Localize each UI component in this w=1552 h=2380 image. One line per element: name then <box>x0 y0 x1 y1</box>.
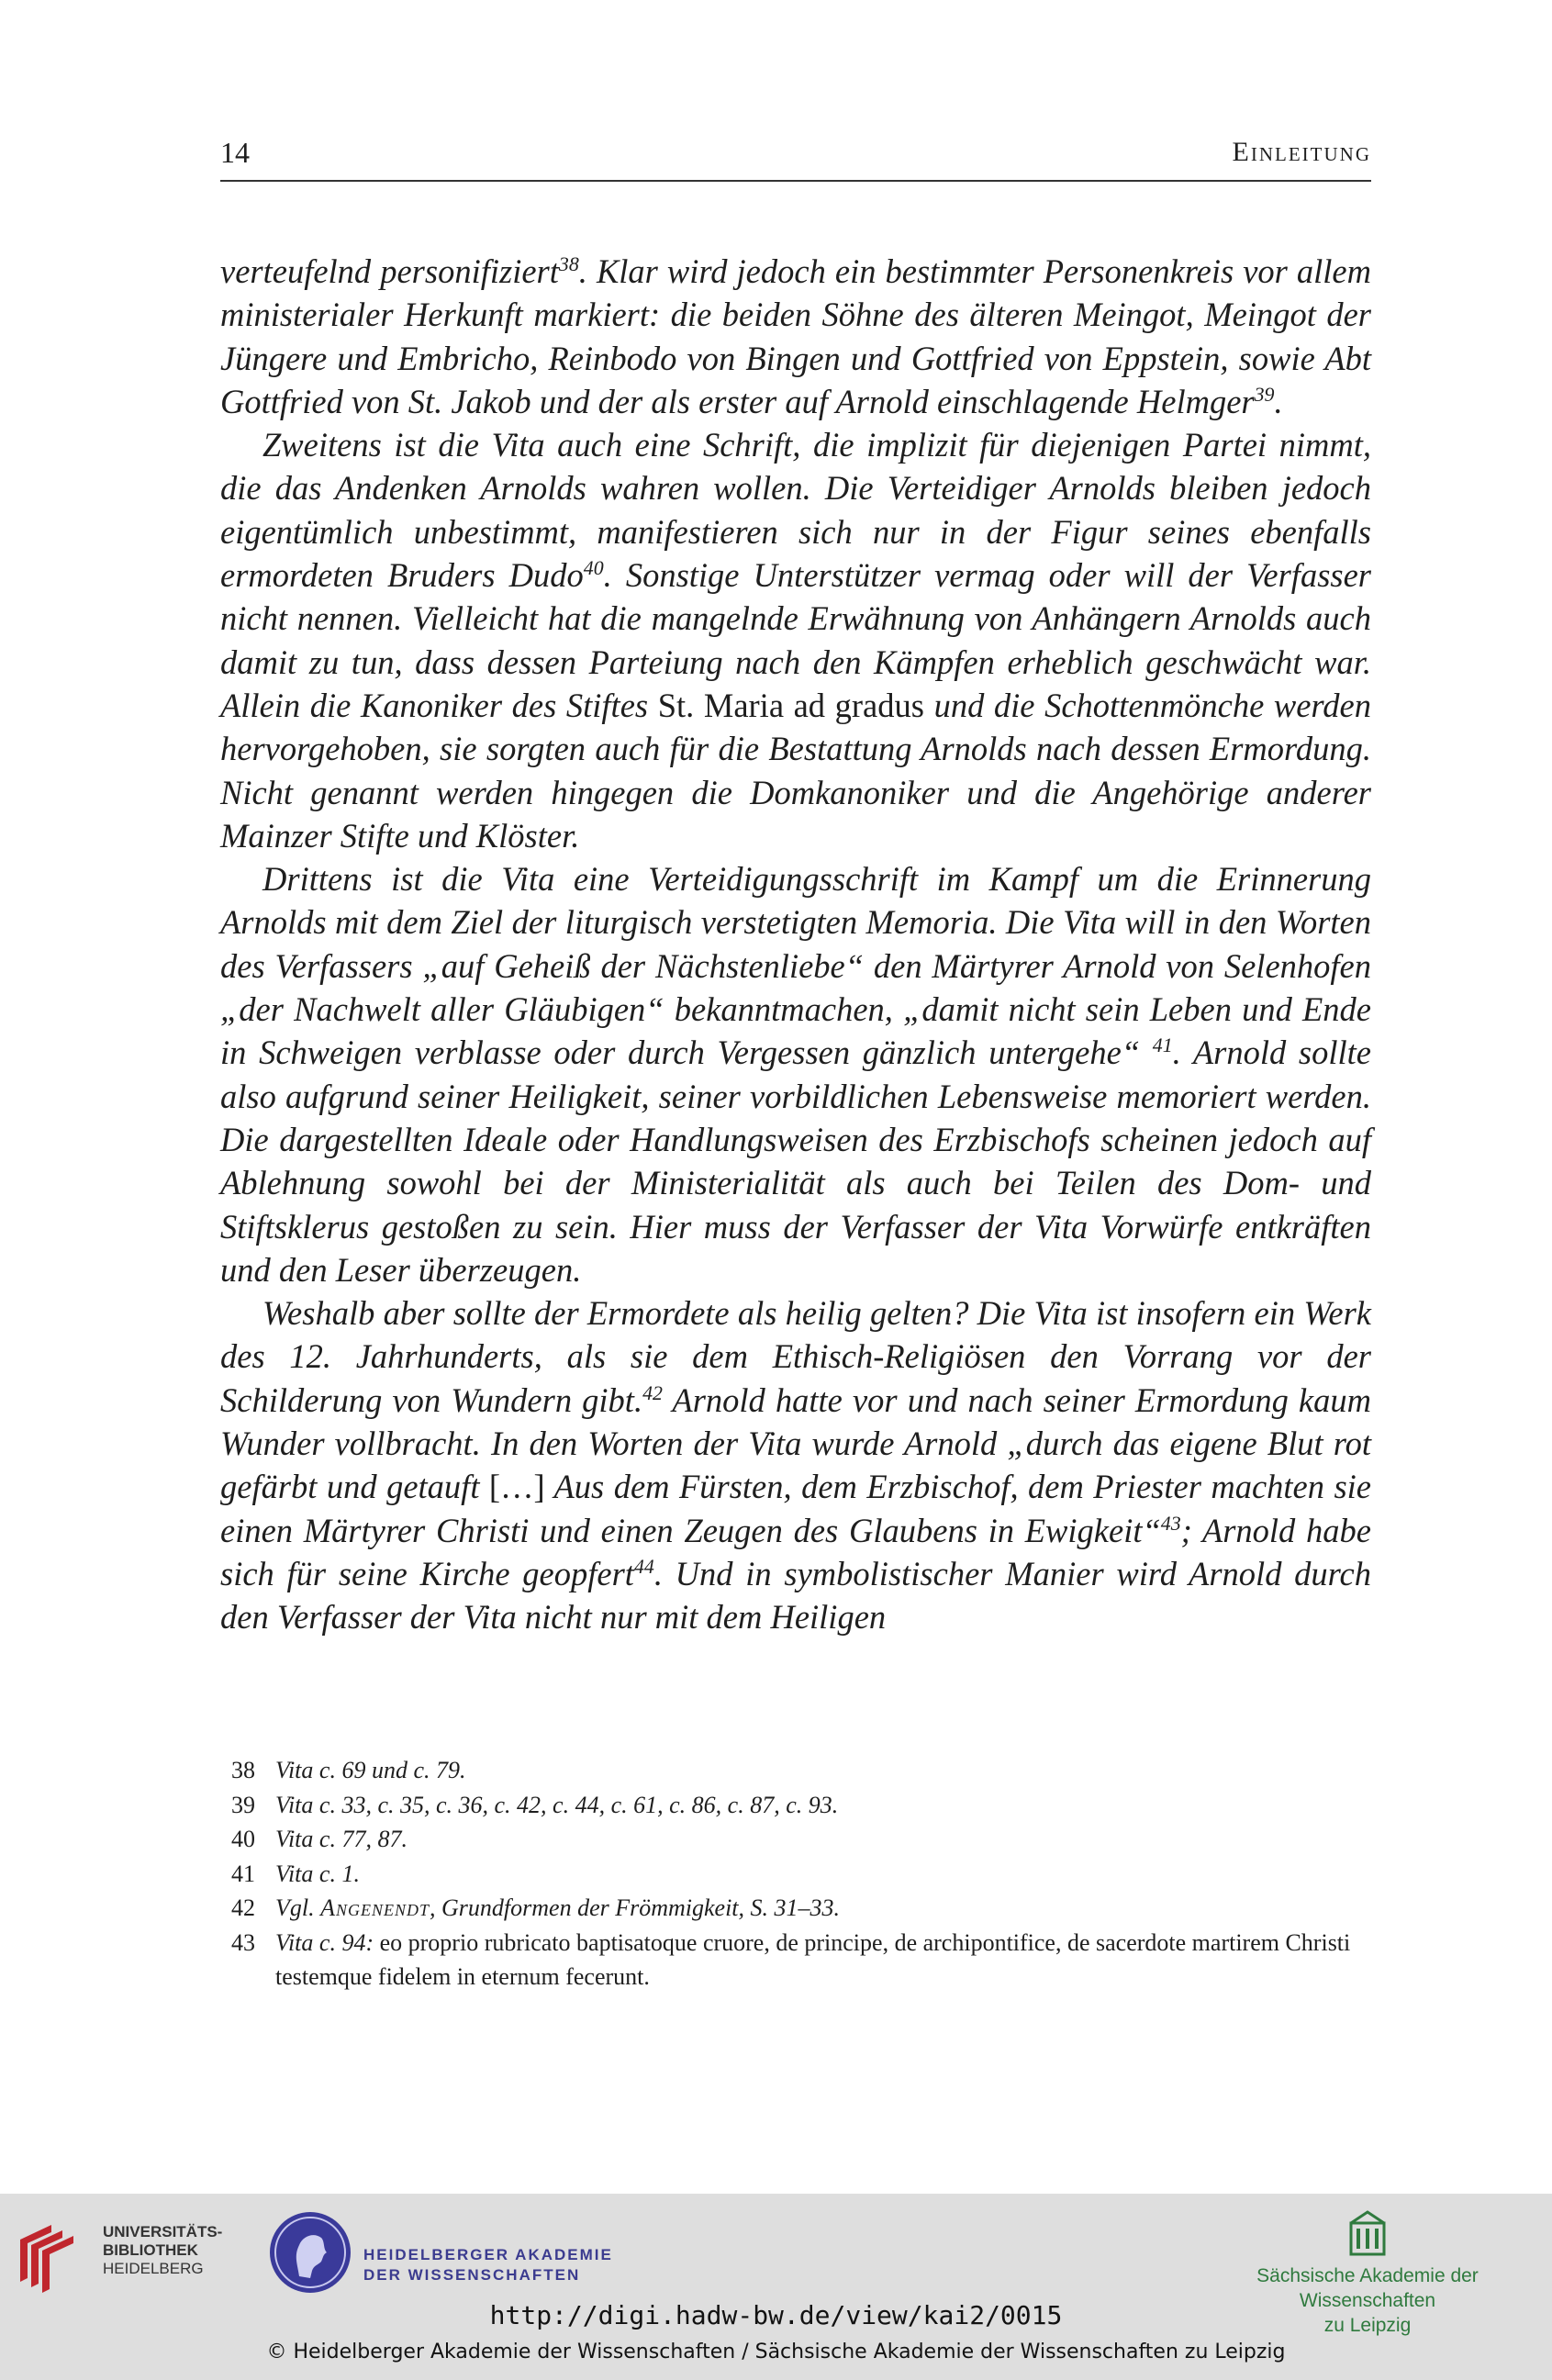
page-header <box>220 134 1371 182</box>
footnote-number: 43 <box>231 1928 255 1956</box>
footnote-38 <box>231 1753 1371 1788</box>
footnote-citation: Vita c. 1. <box>275 1860 360 1887</box>
text-span: . Klar wird jedoch ein bestimmter Personenkreis vor allem ministerialer Herkunft markiert: die beiden Söhne des älteren Meingot, Meingot der Jüngere und Embricho, Reinbodo von Bingen und Gottfried von Eppstein, sowie Abt Gottfried von St. Jakob und der als erster auf Arnold einschlagende Helmger <box>220 252 1371 420</box>
hadw-logo-text: HEIDELBERGER AKADEMIE DER WISSENSCHAFTEN <box>363 2246 613 2284</box>
page-number: 14 <box>220 136 250 169</box>
text-span: . Sonstige Unterstützer vermag oder will der Verfasser nicht nennen. Vielleicht hat die mangelnde Erwähnung von Anhängern Arnolds auch damit zu tun, dass dessen Parteiung nach den Kämpfen erheblich geschwächt war. Allein die Kanoniker des Stiftes <box>220 556 1372 724</box>
footnote-citation: Vita c. 69 und c. 79. <box>275 1757 466 1783</box>
text-span: . <box>1274 382 1283 420</box>
saw-logo-text: Sächsische Akademie der Wissenschaften zu Leipzig <box>1256 2265 1479 2336</box>
footnote-text <box>275 1788 1371 1823</box>
footnote-text <box>275 1891 1371 1926</box>
footer-bar <box>0 2194 1552 2380</box>
text-span: verteufelnd personifiziert <box>220 252 559 290</box>
footnote-citation: Vita c. 33, c. 35, c. 36, c. 42, c. 44, c. 61, c. 86, c. 87, c. 93. <box>275 1791 839 1818</box>
upright-text: St. Maria ad gradus <box>657 686 924 724</box>
text-span: Arnold hatte vor und nach seiner Ermordung kaum Wunder vollbracht. In den Worten der Vita wurde Arnold „durch das eigene Blut rot gefärbt und getauft <box>220 1380 1371 1506</box>
footnote-43 <box>231 1926 1371 1995</box>
footnote-prefix: Vgl. <box>275 1894 321 1921</box>
footnote-citation: Vita c. 77, 87. <box>275 1826 408 1852</box>
paragraph-1 <box>220 250 1371 423</box>
footnote-number: 41 <box>231 1860 255 1887</box>
footnote-latin-quote: eo proprio rubricato baptisatoque cruore, de principe, de archipontifice, de sacerdote martirem Christi testemque fidelem in eternum fecerunt. <box>275 1928 1351 1990</box>
paragraph-2 <box>220 423 1371 857</box>
footnote-40 <box>231 1822 1371 1857</box>
copyright-notice: © Heidelberger Akademie der Wissenschaften / Sächsische Akademie der Wissenschaften zu Leipzig <box>266 2341 1286 2363</box>
footnote-41 <box>231 1857 1371 1892</box>
footnote-text <box>275 1822 1371 1857</box>
footnote-42 <box>231 1891 1371 1926</box>
upright-text: […] <box>488 1468 545 1506</box>
text-span: Weshalb aber sollte der Ermordete als heilig gelten? Die Vita ist insofern ein Werk des 12. Jahrhunderts, als sie dem Ethisch-Religiösen den Vorrang vor der Schilderung von Wundern gibt. <box>220 1294 1371 1419</box>
footnotes <box>231 1753 1371 1995</box>
footnote-citation: , Grundformen der Frömmigkeit, S. 31–33. <box>430 1894 841 1921</box>
paragraph-4 <box>220 1291 1371 1638</box>
footnote-citation: Vita c. 94: <box>275 1928 374 1956</box>
text-span: Zweitens ist die Vita auch eine Schrift, die implizit für diejenigen Partei nimmt, die das Andenken Arnolds wahren wollen. Die Verteidiger Arnolds bleiben jedoch eigentümlich unbestimmt, manifestieren sich nur in der Figur seines ebenfalls ermordeten Bruders Dudo <box>220 426 1371 595</box>
footnote-number: 39 <box>231 1791 255 1818</box>
footnote-number: 42 <box>231 1894 255 1921</box>
footnote-ref-40[interactable]: 40 <box>583 555 604 579</box>
text-span: Drittens ist die Vita eine Verteidigungsschrift im Kampf um die Erinnerung Arnolds mit dem Ziel der liturgisch verstetigten Memoria. Die Vita will in den Worten des Verfassers „auf Geheiß der Nächstenliebe“ den Märtyrer Arnold von Selenhofen „der Nachwelt aller Gläubigen“ bekanntmachen, „damit nicht sein Leben und Ende in Schweigen verblasse oder durch Vergessen gänzlich untergehe“ <box>220 860 1371 1072</box>
running-head: Einleitung <box>1232 137 1371 167</box>
text-span: und die Schottenmönche werden hervorgehoben, sie sorgten auch für die Bestattung Arnolds nach dessen Ermordung. Nicht genannt werden hingegen die Domkanoniker und die Angehörige anderer Mainzer Stifte und Klöster. <box>220 686 1371 855</box>
footnote-author: Angenendt <box>320 1894 430 1921</box>
main-text <box>220 250 1371 1639</box>
hadw-profile-icon <box>266 2208 354 2296</box>
footnote-number: 40 <box>231 1826 255 1852</box>
footnote-number: 38 <box>231 1757 255 1783</box>
footnote-ref-38[interactable]: 38 <box>558 251 579 275</box>
hadw-logo[interactable] <box>266 2208 633 2300</box>
text-span: . Arnold sollte also aufgrund seiner Heiligkeit, seiner vorbildlichen Lebensweise memoriert werden. Die dargestellten Ideale oder Handlungsweisen des Erzbischofs scheinen jedoch auf Ablehnung sowohl bei der Ministerialität als auch bei Teilen des Dom- und Stiftsklerus gestoßen zu sein. Hier muss der Verfasser der Vita Vorwürfe entkräften und den Leser überzeugen. <box>220 1034 1371 1289</box>
permalink-url[interactable]: http://digi.hadw-bw.de/view/kai2/0015 <box>489 2300 1063 2330</box>
footnote-ref-44[interactable]: 44 <box>633 1554 654 1578</box>
ub-logo-icon <box>15 2212 88 2295</box>
text-span: ; Arnold habe sich für seine Kirche geopfert <box>220 1511 1371 1592</box>
text-span: Aus dem Fürsten, dem Erzbischof, dem Priester machten sie einen Märtyrer Christi und einen Zeugen des Glaubens in Ewigkeit“ <box>220 1468 1371 1549</box>
footnote-text <box>275 1753 1371 1788</box>
text-span: . Und in symbolistischer Manier wird Arnold durch den Verfasser der Vita nicht nur mit dem Heiligen <box>220 1554 1371 1637</box>
footnote-ref-42[interactable]: 42 <box>642 1380 663 1404</box>
footnote-ref-41[interactable]: 41 <box>1152 1034 1173 1057</box>
footnote-text <box>275 1926 1371 1995</box>
paragraph-3 <box>220 857 1371 1291</box>
ub-heidelberg-logo[interactable] <box>15 2212 223 2304</box>
footnote-text <box>275 1857 1371 1892</box>
footnote-ref-43[interactable]: 43 <box>1160 1511 1181 1535</box>
footnote-39 <box>231 1788 1371 1823</box>
saw-building-icon <box>1347 2210 1388 2256</box>
footnote-ref-39[interactable]: 39 <box>1254 382 1275 406</box>
ub-logo-text: UNIVERSITÄTS- BIBLIOTHEK HEIDELBERG <box>103 2223 223 2277</box>
